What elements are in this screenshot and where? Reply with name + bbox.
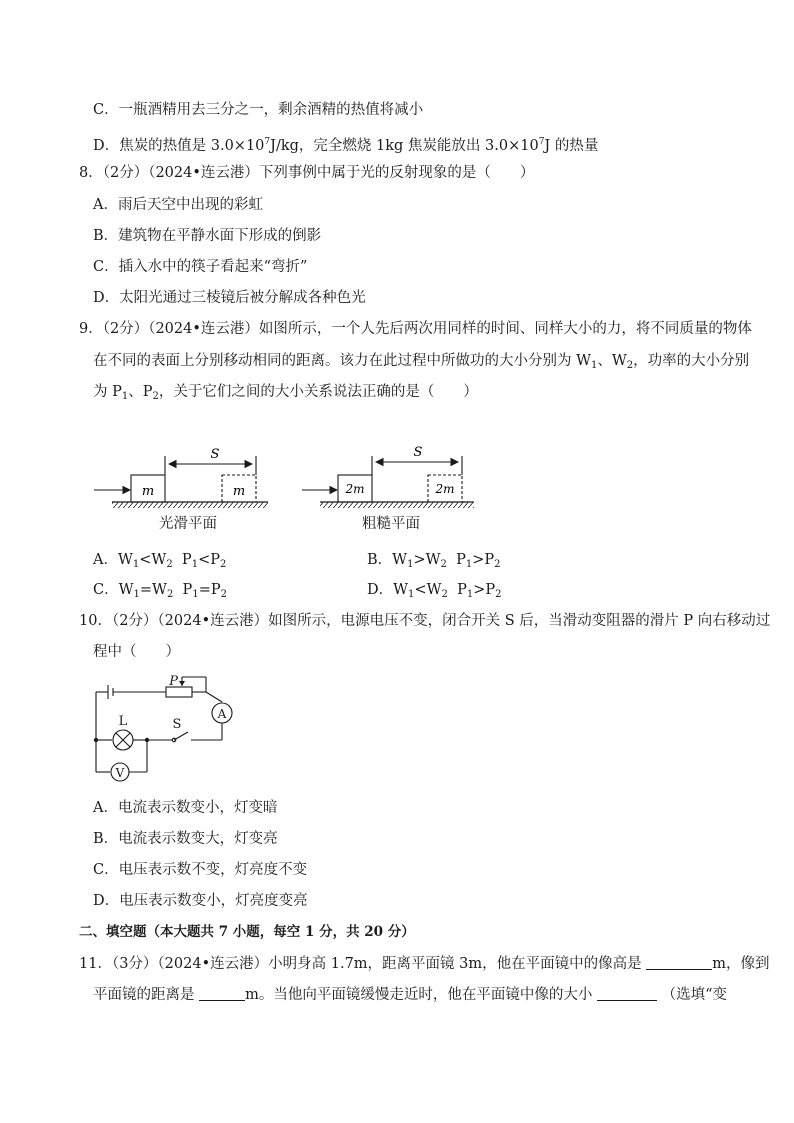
q9-stem-line2 xyxy=(93,351,749,376)
q11-text: m，像到 xyxy=(712,956,770,972)
q9-figure xyxy=(90,440,490,540)
q9-stem3-mid: 、P xyxy=(128,384,153,400)
q9-sub: 1 xyxy=(407,559,414,570)
q7-exponent: 7 xyxy=(538,137,545,147)
q7-option-c: C．一瓶酒精用去三分之一，剩余酒精的热值将减小 xyxy=(93,102,424,118)
mass-label: 2m xyxy=(345,482,365,496)
q11-line2 xyxy=(93,985,727,1005)
q7-option-d-pre: D．焦炭的热值是 3.0×10 xyxy=(93,138,265,154)
q10-option-d: D．电压表示数变小，灯亮度变亮 xyxy=(93,893,308,909)
q10-option-c: C．电压表示数不变，灯亮度不变 xyxy=(93,862,308,878)
relation: < xyxy=(414,582,427,598)
voltmeter-label: V xyxy=(115,766,125,780)
relation: < xyxy=(198,552,211,568)
answer-blank[interactable] xyxy=(646,955,712,970)
q9-stem2-mid: 、W xyxy=(597,353,627,369)
smooth-surface-diagram xyxy=(94,447,268,508)
q11-text: 平面镜的距离是 xyxy=(93,987,200,1003)
relation: > xyxy=(413,552,426,568)
q9-stem-line3 xyxy=(93,382,478,407)
distance-label: S xyxy=(210,447,220,462)
q9-sub: 1 xyxy=(192,589,199,600)
q9-sub: 2 xyxy=(219,559,227,570)
symbol-w: W xyxy=(151,552,167,568)
ammeter-label: A xyxy=(217,707,227,721)
relation: > xyxy=(473,582,486,598)
relation: = xyxy=(139,582,153,598)
symbol-p: P xyxy=(484,552,495,568)
lamp-label: L xyxy=(118,714,128,729)
q9-stem-line1: 9．（2分）（2024•连云港）如图所示，一个人先后两次用同样的时间、同样大小的力，将不同质量的物体 xyxy=(79,321,752,337)
section-heading: 二、填空题（本大题共 7 小题，每空 1 分，共 20 分） xyxy=(79,924,415,940)
q8-option-c: C．插入水中的筷子看起来“弯折” xyxy=(93,259,308,275)
q7-option-d-mid: J/kg，完全燃烧 1kg 焦炭能放出 3.0×10 xyxy=(270,138,539,154)
symbol-p: P xyxy=(457,582,467,598)
mass-label: m xyxy=(141,484,155,499)
option-letter: B． xyxy=(367,552,393,568)
symbol-p: P xyxy=(485,582,496,598)
q11-line1 xyxy=(79,954,770,974)
q9-stem2-post: ，功率的大小分别 xyxy=(633,353,750,369)
symbol-p: P xyxy=(456,552,466,568)
q9-sub: 1 xyxy=(191,559,199,570)
q9-option-c xyxy=(93,580,227,605)
q9-stem3-pre: 为 P xyxy=(93,384,122,400)
q10-stem-line2: 程中（ ） xyxy=(93,644,180,660)
q9-option-d xyxy=(367,580,502,605)
q9-sub: 1 xyxy=(408,589,415,600)
q9-sub: 2 xyxy=(166,559,173,570)
symbol-p: P xyxy=(182,582,193,598)
q9-sub: 2 xyxy=(495,589,502,600)
q10-option-a: A．电流表示数变小，灯变暗 xyxy=(93,800,278,816)
symbol-w: W xyxy=(152,582,167,598)
q8-option-d: D．太阳光通过三棱镜后被分解成各种色光 xyxy=(93,290,366,306)
q7-exponent: 7 xyxy=(264,137,271,147)
symbol-w: W xyxy=(393,582,409,598)
q11-text: 11．（3分）（2024•连云港）小明身高 1.7m，距离平面镜 3m，他在平面镜中的像高是 xyxy=(79,956,647,972)
rough-surface-diagram xyxy=(302,445,474,508)
relation: = xyxy=(198,582,211,598)
symbol-w: W xyxy=(426,582,442,598)
symbol-w: W xyxy=(117,552,133,568)
relation: < xyxy=(139,552,152,568)
q9-option-b xyxy=(367,550,501,575)
q8-option-b: B．建筑物在平静水面下形成的倒影 xyxy=(93,228,322,244)
q9-label-rough: 粗糙平面 xyxy=(362,516,420,532)
q9-sub: 1 xyxy=(466,589,474,600)
q7-option-d xyxy=(93,132,598,156)
answer-blank[interactable] xyxy=(199,986,245,1001)
q9-sub: 1 xyxy=(132,559,140,570)
q9-sub: 2 xyxy=(494,559,501,570)
switch-label: S xyxy=(172,717,182,732)
q11-text: m。当他向平面镜缓慢走近时，他在平面镜中像的大小 xyxy=(245,987,597,1003)
q9-stem3-post: ，关于它们之间的大小关系说法正确的是（ ） xyxy=(158,384,478,400)
q9-label-smooth: 光滑平面 xyxy=(159,516,217,532)
mass-label: 2m xyxy=(435,482,455,496)
slider-p-label: P xyxy=(169,674,178,689)
option-letter: C． xyxy=(93,582,119,598)
q9-sub: 2 xyxy=(166,589,174,600)
symbol-p: P xyxy=(181,552,192,568)
option-letter: A． xyxy=(93,552,118,568)
symbol-w: W xyxy=(392,552,408,568)
q9-sub: 2 xyxy=(220,589,227,600)
q8-stem: 8．（2分）（2024•连云港）下列事例中属于光的反射现象的是（ ） xyxy=(79,165,535,181)
q9-sub: 1 xyxy=(591,360,598,371)
answer-blank[interactable] xyxy=(597,986,657,1001)
q11-text: （选填“变 xyxy=(661,987,727,1003)
symbol-p: P xyxy=(210,552,220,568)
q10-circuit-diagram xyxy=(88,672,238,784)
relation: > xyxy=(472,552,485,568)
mass-label: m xyxy=(232,484,246,499)
q9-sub: 2 xyxy=(440,559,447,570)
q9-stem2-pre: 在不同的表面上分别移动相同的距离。该力在此过程中所做功的大小分别为 W xyxy=(93,353,592,369)
q9-sub: 1 xyxy=(133,589,140,600)
option-letter: D． xyxy=(367,582,394,598)
q9-sub: 2 xyxy=(441,589,448,600)
symbol-p: P xyxy=(210,582,221,598)
q9-option-a xyxy=(93,550,226,575)
q10-stem-line1: 10．（2分）（2024•连云港）如图所示，电源电压不变，闭合开关 S 后，当滑动变阻器的滑片 P 向右移动过 xyxy=(79,613,771,629)
symbol-w: W xyxy=(425,552,441,568)
q7-option-d-post: J 的热量 xyxy=(544,138,599,154)
q9-sub: 2 xyxy=(152,391,159,402)
q10-option-b: B．电流表示数变大，灯变亮 xyxy=(93,831,278,847)
q9-sub: 1 xyxy=(121,391,129,402)
q8-option-a: A．雨后天空中出现的彩虹 xyxy=(93,197,263,213)
q9-sub: 1 xyxy=(465,559,473,570)
distance-label: S xyxy=(413,445,423,460)
symbol-w: W xyxy=(118,582,134,598)
q9-sub: 2 xyxy=(626,360,634,371)
